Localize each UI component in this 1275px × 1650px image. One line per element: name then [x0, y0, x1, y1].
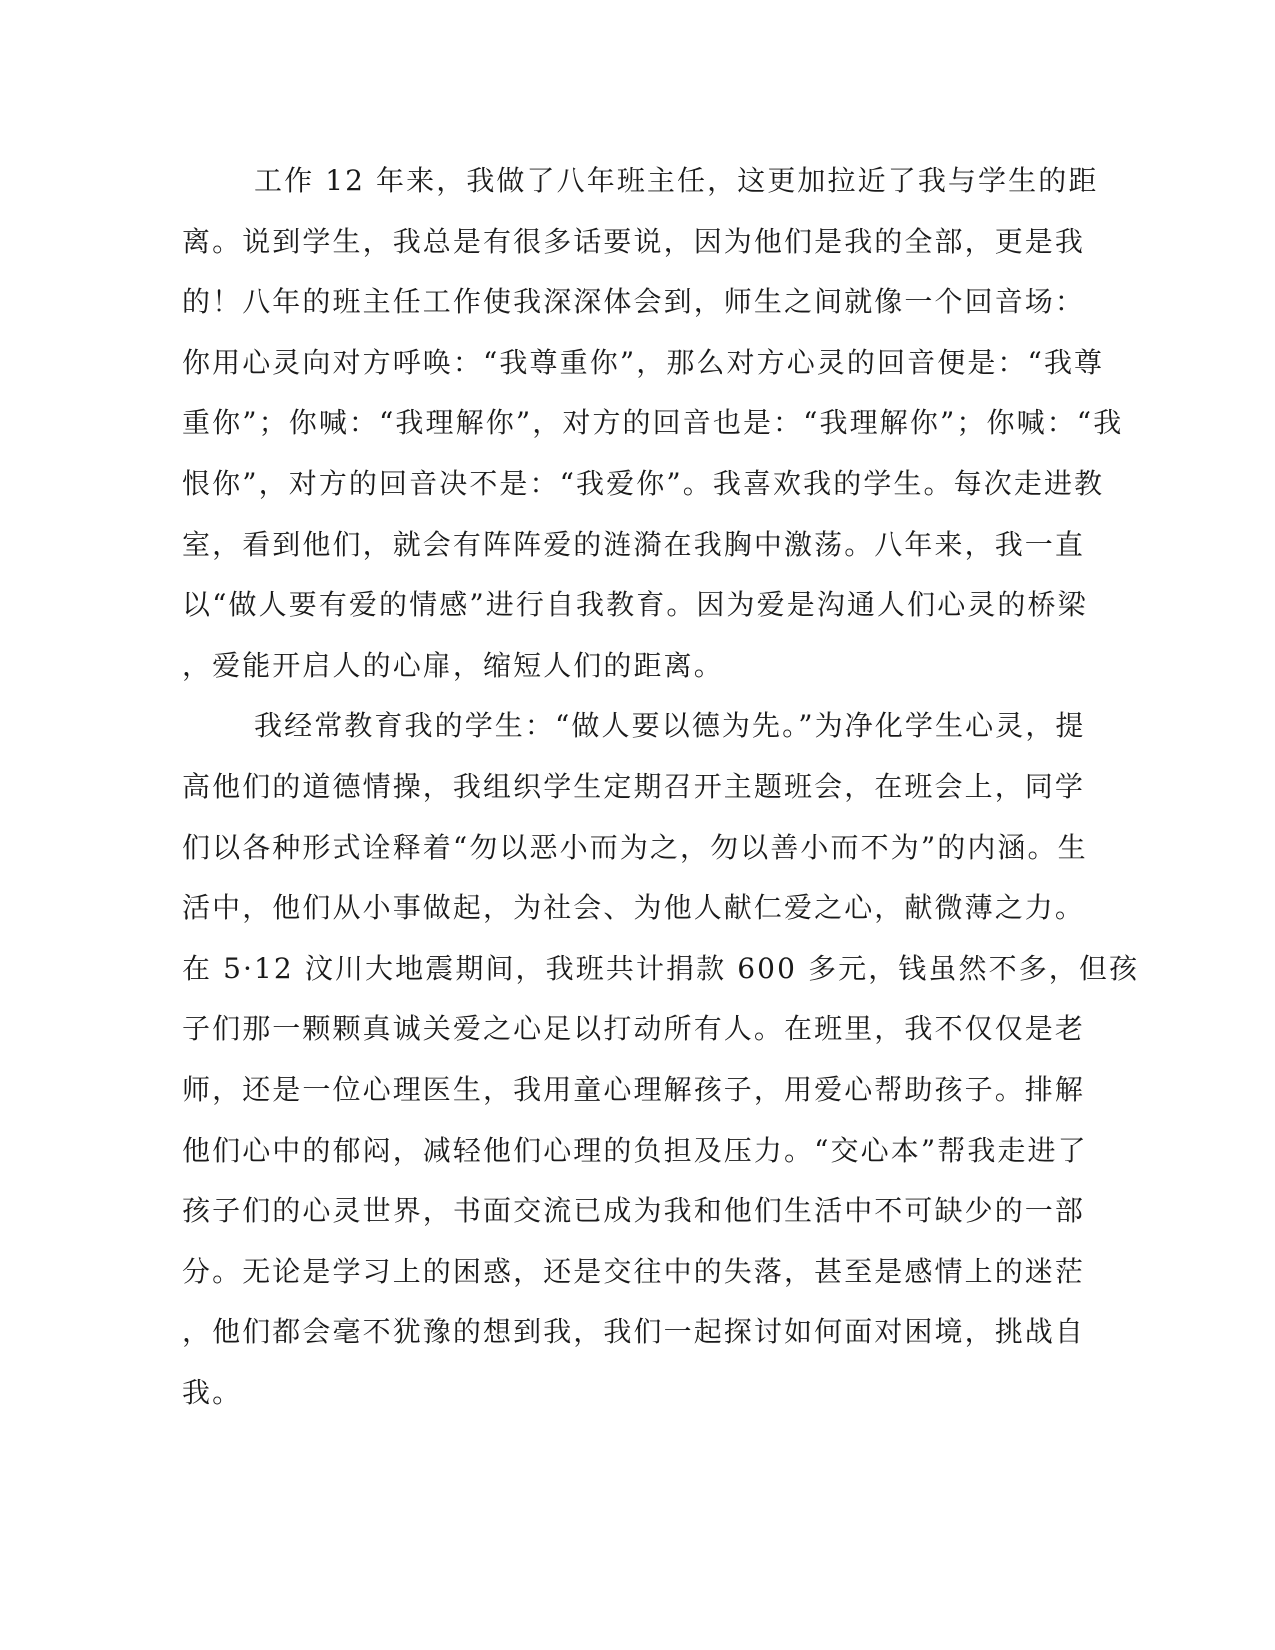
text-line: 室，看到他们，就会有阵阵爱的涟漪在我胸中激荡。八年来，我一直	[182, 527, 1086, 561]
paragraph-2	[182, 696, 1140, 1423]
text-line: 离。说到学生，我总是有很多话要说，因为他们是我的全部，更是我	[182, 224, 1086, 258]
text-line: 恨你”，对方的回音决不是：“我爱你”。我喜欢我的学生。每次走进教	[182, 466, 1105, 500]
text-line: ，他们都会毫不犹豫的想到我，我们一起探讨如何面对困境，挑战自	[182, 1315, 1086, 1349]
text-line: 工作 12 年来，我做了八年班主任，这更加拉近了我与学生的距	[254, 164, 1099, 197]
text-line: 重你”；你喊：“我理解你”，对方的回音也是：“我理解你”；你喊：“我	[182, 406, 1124, 440]
text-line: 高他们的道德情操，我组织学生定期召开主题班会，在班会上，同学	[182, 769, 1086, 803]
text-line: ，爱能开启人的心扉，缩短人们的距离。	[182, 648, 724, 682]
text-line: 我经常教育我的学生：“做人要以德为先。”为净化学生心灵，提	[254, 709, 1086, 743]
text-line: 你用心灵向对方呼唤：“我尊重你”，那么对方心灵的回音便是：“我尊	[182, 345, 1105, 379]
text-line: 子们那一颗颗真诚关爱之心足以打动所有人。在班里，我不仅仅是老	[182, 1012, 1086, 1046]
document-body	[182, 151, 1140, 1423]
text-line: 他们心中的郁闷，减轻他们心理的负担及压力。“交心本”帮我走进了	[182, 1133, 1088, 1167]
text-line: 以“做人要有爱的情感”进行自我教育。因为爱是沟通人们心灵的桥梁	[182, 588, 1088, 622]
text-line: 孩子们的心灵世界，书面交流已成为我和他们生活中不可缺少的一部	[182, 1194, 1086, 1228]
text-line: 活中，他们从小事做起，为社会、为他人献仁爱之心，献微薄之力。	[182, 891, 1086, 925]
paragraph-1	[182, 151, 1124, 696]
text-line: 的！八年的班主任工作使我深深体会到，师生之间就像一个回音场：	[182, 285, 1086, 319]
text-line: 我。	[182, 1375, 243, 1409]
text-line: 在 5·12 汶川大地震期间，我班共计捐款 600 多元，钱虽然不多，但孩	[182, 951, 1140, 985]
text-line: 师，还是一位心理医生，我用童心理解孩子，用爱心帮助孩子。排解	[182, 1072, 1086, 1106]
text-line: 分。无论是学习上的困惑，还是交往中的失落，甚至是感情上的迷茫	[182, 1254, 1086, 1288]
text-line: 们以各种形式诠释着“勿以恶小而为之，勿以善小而不为”的内涵。生	[182, 830, 1088, 864]
